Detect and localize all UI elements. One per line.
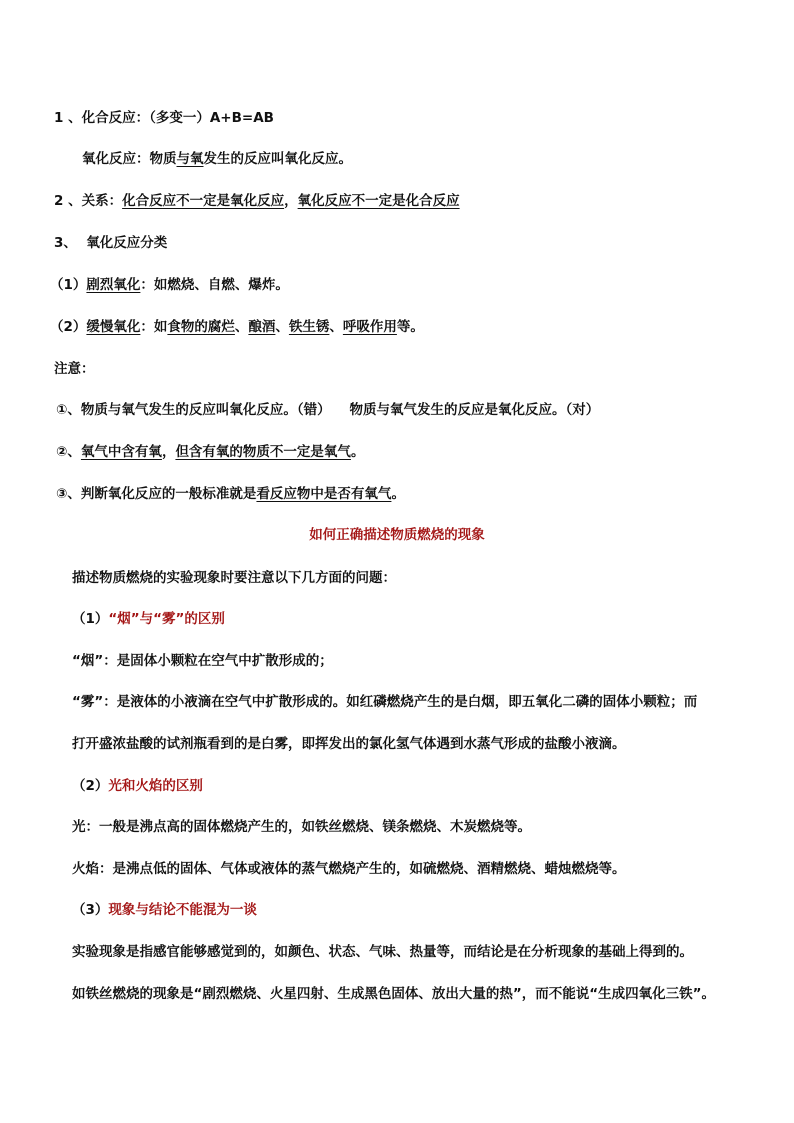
note-3-text: ③、判断氧化反应的一般标准就是	[56, 486, 257, 502]
example-food-rot: 食物的腐烂	[167, 319, 235, 335]
slow-oxidation-term: 缓慢氧化	[86, 319, 141, 335]
subsection-3-title: 现象与结论不能混为一谈	[108, 902, 257, 918]
light-definition: 光：一般是沸点高的固体燃烧产生的，如铁丝燃烧、镁条燃烧、木炭燃烧等。	[72, 819, 531, 835]
section-title: 如何正确描述物质燃烧的现象	[309, 527, 485, 543]
sub-item-number: （2）	[50, 319, 87, 335]
item-heading: 氧化反应分类	[86, 235, 168, 251]
item-separator: 、	[68, 110, 82, 126]
note-label	[54, 359, 95, 379]
flame-definition: 火焰：是沸点低的固体、气体或液体的蒸气燃烧产生的，如硫燃烧、酒精燃烧、蜡烛燃烧等。	[72, 861, 626, 877]
subsection-1-heading	[72, 609, 225, 629]
sub-item-number: （1）	[50, 277, 87, 293]
subsection-3-heading	[72, 900, 257, 920]
definition-underlined: 与氧	[176, 151, 204, 167]
subsection-2-title: 光和火焰的区别	[108, 778, 203, 794]
example-iron-rust: 铁生锈	[288, 319, 330, 335]
example-brewing: 酿酒	[248, 319, 276, 335]
note-1	[56, 400, 599, 420]
subsection-number: （3）	[72, 902, 109, 918]
relationship-comma: ，	[284, 193, 298, 209]
item-1-combination-reaction	[54, 108, 274, 128]
item-3-1-violent-oxidation	[50, 275, 289, 295]
text-segment: 。	[350, 444, 365, 460]
definition-text-a: 氧化反应：物质	[82, 151, 177, 167]
example-respiration: 呼吸作用	[342, 319, 397, 335]
note-2-clause-2: 但含有氧的物质不一定是氧气	[175, 444, 351, 460]
text-segment: 、	[329, 319, 343, 335]
note-1-right: 物质与氧气发生的反应是氧化反应。（对）	[349, 402, 600, 418]
text-segment: ，	[161, 444, 176, 460]
relationship-lead: 关系：	[81, 193, 123, 209]
text-segment: ：如	[140, 319, 168, 335]
note-1-wrong: ①、物质与氧气发生的反应叫氧化反应。（错）	[56, 402, 331, 418]
note-3-criterion: 看反应物中是否有氧气	[256, 486, 392, 502]
definition-text-c: 发生的反应叫氧化反应。	[203, 151, 352, 167]
fog-example: 打开盛浓盐酸的试剂瓶看到的是白雾，即挥发出的氯化氢气体遇到水蒸气形成的盐酸小液滴。	[72, 736, 626, 752]
text-segment: 等。	[396, 319, 424, 335]
item-heading: 化合反应：（多变一）A+B=AB	[81, 110, 274, 126]
item-separator: 、	[68, 193, 82, 209]
item-3-2-slow-oxidation	[50, 317, 424, 337]
phenomenon-vs-conclusion: 实验现象是指感官能够感觉到的，如颜色、状态、气味、热量等，而结论是在分析现象的基础上得到的。	[72, 944, 693, 960]
item-3-classification	[54, 233, 167, 253]
section-intro: 描述物质燃烧的实验现象时要注意以下几方面的问题：	[72, 570, 396, 586]
subsection-2-heading	[72, 776, 203, 796]
violent-oxidation-examples: ：如燃烧、自燃、爆炸。	[140, 277, 289, 293]
subsection-1-title: “烟”与“雾”的区别	[108, 611, 225, 627]
violent-oxidation-term: 剧烈氧化	[86, 277, 141, 293]
fog-definition: “雾”：是液体的小液滴在空气中扩散形成的。如红磷燃烧产生的是白烟，即五氧化二磷的固体小颗粒；而	[72, 694, 698, 710]
item-number: 2	[54, 193, 64, 209]
text-segment: 、	[234, 319, 249, 335]
note-2-number: ②、	[56, 444, 81, 460]
smoke-definition: “烟”：是固体小颗粒在空气中扩散形成的；	[72, 653, 333, 669]
relationship-clause-1: 化合反应不一定是氧化反应	[122, 193, 285, 209]
subsection-number: （2）	[72, 778, 109, 794]
relationship-clause-2: 氧化反应不一定是化合反应	[297, 193, 460, 209]
note-3	[56, 484, 405, 504]
note-label-text: 注意：	[54, 361, 95, 377]
iron-wire-example: 如铁丝燃烧的现象是“剧烈燃烧、火星四射、生成黑色固体、放出大量的热”，而不能说“生成四氧化三铁”。	[72, 986, 715, 1002]
item-number: 1	[54, 110, 64, 126]
item-2-relationship	[54, 191, 460, 211]
note-2-clause-1: 氧气中含有氧	[80, 444, 162, 460]
subsection-number: （1）	[72, 611, 109, 627]
text-segment: 、	[275, 319, 289, 335]
text-segment: 。	[391, 486, 405, 502]
item-number: 3、	[54, 235, 77, 251]
oxidation-definition	[82, 149, 352, 169]
note-2	[56, 442, 364, 462]
